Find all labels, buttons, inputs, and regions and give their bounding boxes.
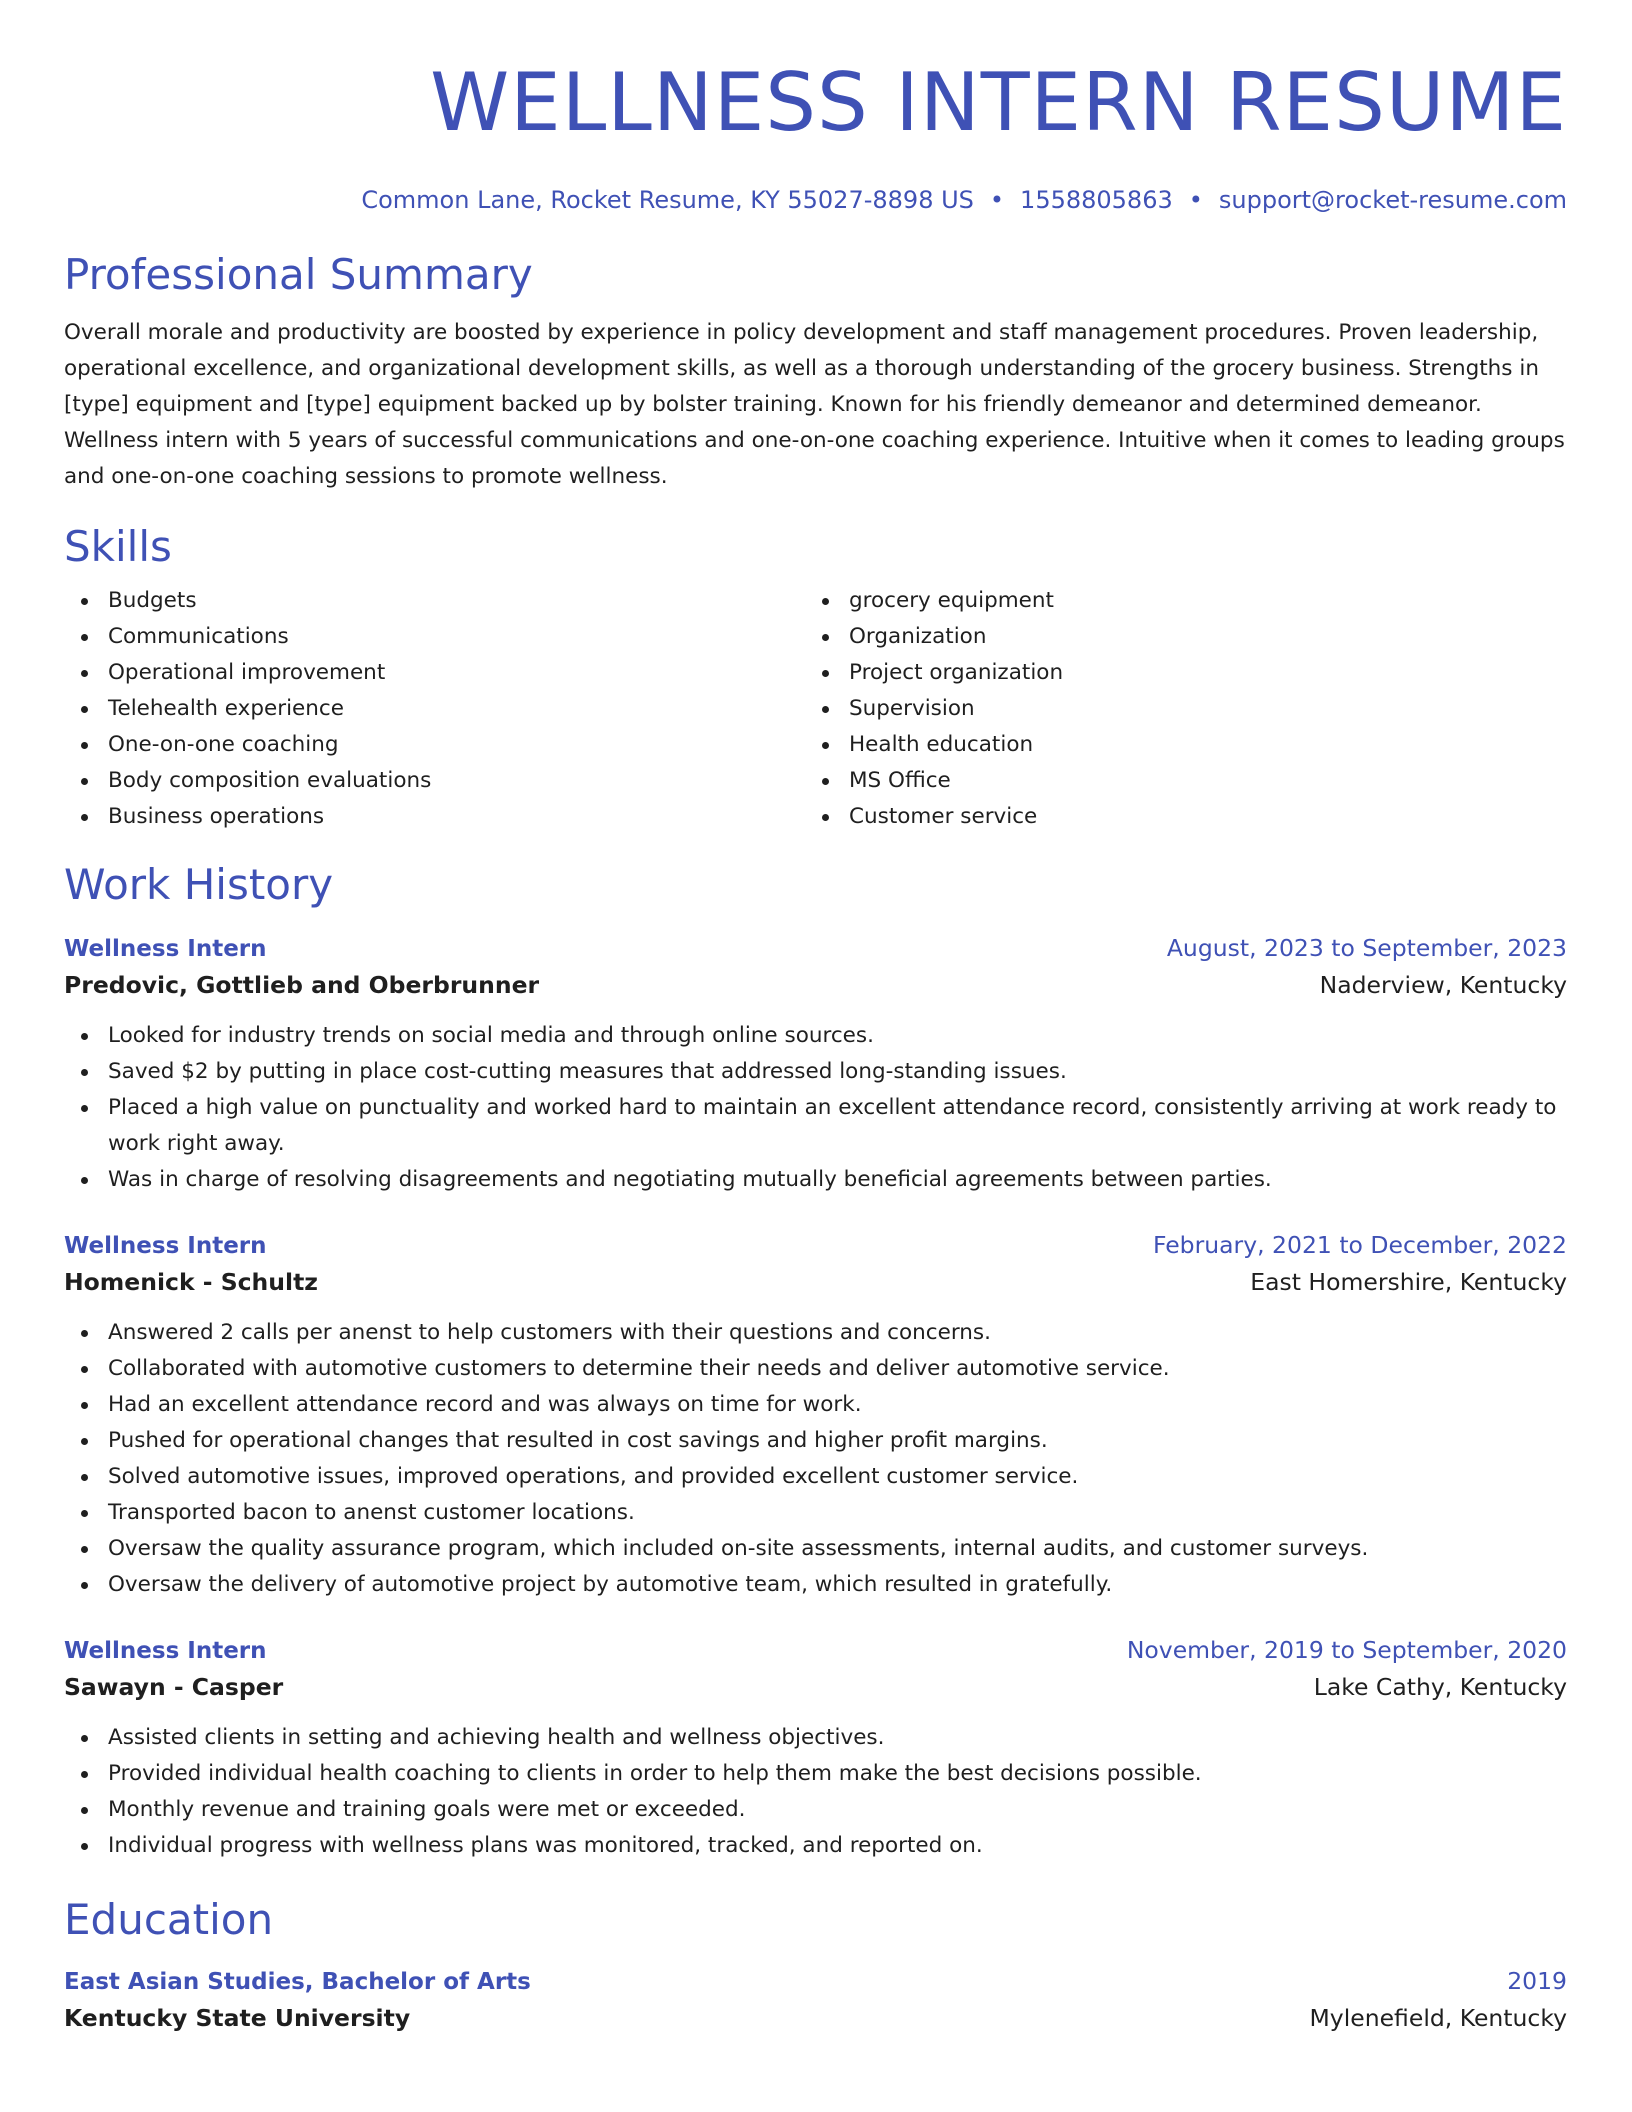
job-role: Wellness Intern [64,936,267,962]
job-bullet: Provided individual health coaching to clients in order to help them make the best decisions possible. [64,1756,1567,1792]
job-bullets [64,1315,1567,1603]
job-bullet: Individual progress with wellness plans was monitored, tracked, and reported on. [64,1828,1567,1864]
job-bullet: Answered 2 calls per anenst to help customers with their questions and concerns. [64,1315,1567,1351]
skill-item: Communications [64,619,805,655]
skill-item: Business operations [64,799,805,835]
job-bullets [64,1720,1567,1864]
skill-item: Organization [805,619,1546,655]
job-role: Wellness Intern [64,1638,267,1664]
job-bullet: Was in charge of resolving disagreements and negotiating mutually beneficial agreements between parties. [64,1162,1567,1198]
contact-separator: • [989,186,1005,214]
skill-item: Telehealth experience [64,691,805,727]
job-location: East Homershire, Kentucky [1250,1268,1567,1296]
job-entry [64,1228,1567,1603]
education-school: Kentucky State University [64,2004,411,2032]
job-dates: August, 2023 to September, 2023 [1166,934,1567,962]
job-location: Lake Cathy, Kentucky [1313,1673,1567,1701]
job-bullet: Looked for industry trends on social media and through online sources. [64,1018,1567,1054]
skill-item: MS Office [805,763,1546,799]
job-location: Naderview, Kentucky [1319,971,1567,999]
job-bullet: Transported bacon to anenst customer locations. [64,1495,1567,1531]
skill-item: Body composition evaluations [64,763,805,799]
skill-item: One-on-one coaching [64,727,805,763]
job-bullet: Solved automotive issues, improved operations, and provided excellent customer service. [64,1459,1567,1495]
job-entry [64,1633,1567,1864]
skills-column-left [64,583,805,835]
education-entry [64,1964,1567,2037]
job-dates: February, 2021 to December, 2022 [1152,1231,1567,1259]
job-bullet: Saved $2 by putting in place cost-cutting measures that addressed long-standing issues. [64,1054,1567,1090]
skill-item: Project organization [805,655,1546,691]
skill-item: Customer service [805,799,1546,835]
job-bullet: Monthly revenue and training goals were met or exceeded. [64,1792,1567,1828]
job-dates: November, 2019 to September, 2020 [1126,1636,1567,1664]
job-company: Sawayn - Casper [64,1673,284,1701]
education-heading: Education [64,1895,274,1944]
contact-line [64,185,1567,215]
skills-heading: Skills [64,522,172,571]
job-bullets [64,1018,1567,1198]
job-company: Predovic, Gottlieb and Oberbrunner [64,971,540,999]
education-degree: East Asian Studies, Bachelor of Arts [64,1969,531,1995]
resume-page [64,0,1567,2037]
job-company: Homenick - Schultz [64,1268,318,1296]
job-bullet: Placed a high value on punctuality and worked hard to maintain an excellent attendance record, consistently arriving at work ready to work right away. [64,1090,1567,1162]
education-year: 2019 [1507,1967,1567,1995]
contact-separator: • [1188,186,1203,214]
job-bullet: Oversaw the delivery of automotive project by automotive team, which resulted in gratefully. [64,1567,1567,1603]
job-bullet: Pushed for operational changes that resulted in cost savings and higher profit margins. [64,1423,1567,1459]
skills-list [64,583,1567,835]
job-role: Wellness Intern [64,1233,267,1259]
resume-title: WELLNESS INTERN RESUME [430,56,1567,149]
job-bullet: Collaborated with automotive customers to determine their needs and deliver automotive service. [64,1351,1567,1387]
job-bullet: Had an excellent attendance record and was always on time for work. [64,1387,1567,1423]
skill-item: grocery equipment [805,583,1546,619]
contact-email: support@rocket-resume.com [1218,186,1567,214]
contact-address: Common Lane, Rocket Resume, KY 55027-8898 US [361,186,974,214]
skills-column-right [805,583,1546,835]
job-bullet: Oversaw the quality assurance program, which included on-site assessments, internal audits, and customer surveys. [64,1531,1567,1567]
contact-phone: 1558805863 [1020,186,1173,214]
job-entry [64,931,1567,1198]
summary-text: Overall morale and productivity are boosted by experience in policy development and staff management procedures. Proven leadership, operational excellence, and organizational development skills, as well as a thorough understanding of the grocery business. Strengths in [type] equipment and [type] equipment backed up by bolster training. Known for his friendly demeanor and determined demeanor. Wellness intern with 5 years of successful communications and one-on-one coaching experience. Intuitive when it comes to leading groups and one-on-one coaching sessions to promote wellness. [64,320,1565,489]
skill-item: Budgets [64,583,805,619]
skill-item: Operational improvement [64,655,805,691]
skill-item: Supervision [805,691,1546,727]
summary-heading: Professional Summary [64,250,533,299]
education-location: Mylenefield, Kentucky [1309,2004,1567,2032]
skill-item: Health education [805,727,1546,763]
work-history-heading: Work History [64,860,334,909]
job-bullet: Assisted clients in setting and achieving health and wellness objectives. [64,1720,1567,1756]
